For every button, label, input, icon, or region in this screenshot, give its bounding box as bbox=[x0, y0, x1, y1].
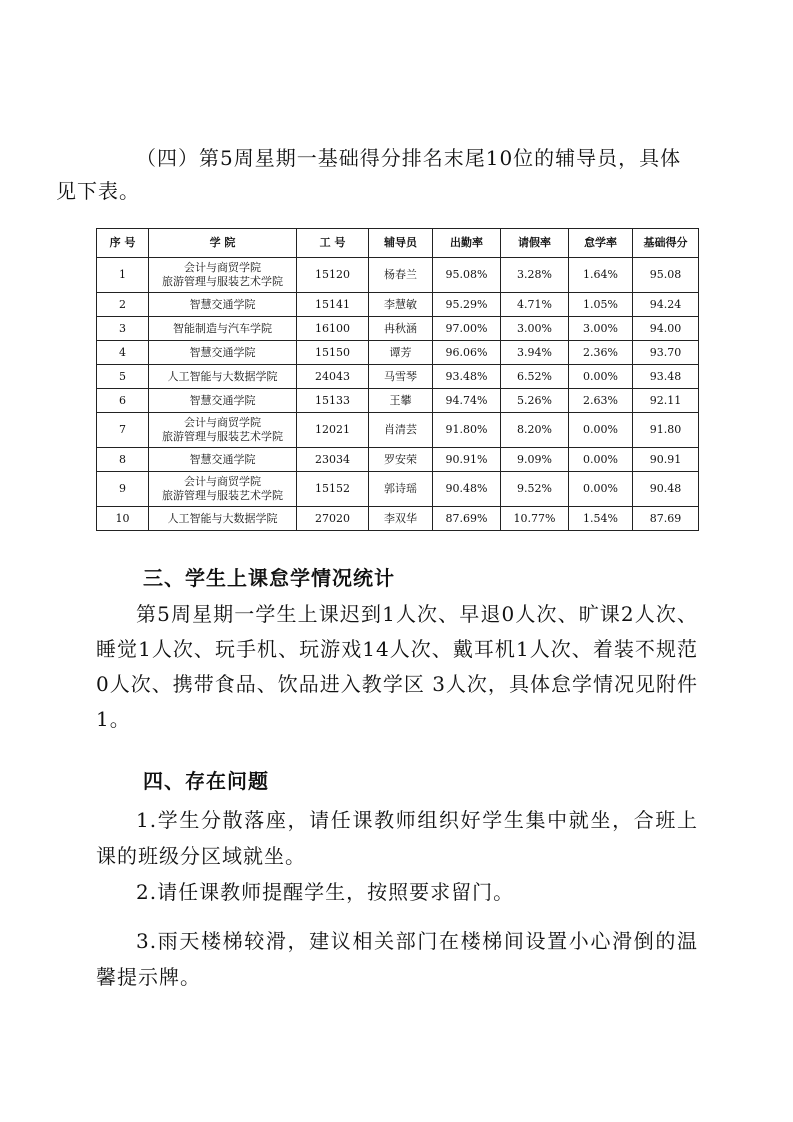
cell-leave: 5.26% bbox=[501, 389, 569, 413]
cell-score: 94.00 bbox=[633, 317, 699, 341]
cell-leave: 4.71% bbox=[501, 293, 569, 317]
table-row bbox=[97, 507, 699, 531]
cell-leave: 9.52% bbox=[501, 472, 569, 507]
cell-id: 23034 bbox=[297, 448, 369, 472]
cell-score: 87.69 bbox=[633, 507, 699, 531]
cell-no: 5 bbox=[97, 365, 149, 389]
college-line: 智慧交通学院 bbox=[189, 393, 256, 407]
counselor-ranking-table bbox=[96, 228, 699, 531]
problem-item-2: 2.请任课教师提醒学生，按照要求留门。 bbox=[136, 880, 515, 904]
cell-attendance: 94.74% bbox=[433, 389, 501, 413]
table-header-row bbox=[97, 229, 699, 258]
header-attendance: 出勤率 bbox=[433, 229, 501, 258]
cell-college bbox=[149, 413, 297, 448]
header-absent: 怠学率 bbox=[569, 229, 633, 258]
cell-absent: 1.64% bbox=[569, 258, 633, 293]
cell-id: 15120 bbox=[297, 258, 369, 293]
cell-score: 91.80 bbox=[633, 413, 699, 448]
cell-no: 1 bbox=[97, 258, 149, 293]
header-no: 序 号 bbox=[97, 229, 149, 258]
cell-absent: 0.00% bbox=[569, 472, 633, 507]
cell-absent: 0.00% bbox=[569, 448, 633, 472]
table-row bbox=[97, 413, 699, 448]
cell-leave: 3.28% bbox=[501, 258, 569, 293]
cell-absent: 0.00% bbox=[569, 413, 633, 448]
cell-no: 2 bbox=[97, 293, 149, 317]
problem-item-1: 1.学生分散落座，请任课教师组织好学生集中就坐，合班上课的班级分区域就坐。 bbox=[96, 808, 698, 868]
cell-attendance: 90.91% bbox=[433, 448, 501, 472]
cell-absent: 3.00% bbox=[569, 317, 633, 341]
cell-college bbox=[149, 448, 297, 472]
cell-attendance: 95.29% bbox=[433, 293, 501, 317]
cell-score: 94.24 bbox=[633, 293, 699, 317]
cell-name: 李慧敏 bbox=[369, 293, 433, 317]
intro-line-2: 见下表。 bbox=[56, 179, 140, 203]
cell-attendance: 95.08% bbox=[433, 258, 501, 293]
cell-leave: 9.09% bbox=[501, 448, 569, 472]
table-row bbox=[97, 317, 699, 341]
cell-score: 90.48 bbox=[633, 472, 699, 507]
cell-no: 9 bbox=[97, 472, 149, 507]
cell-college bbox=[149, 389, 297, 413]
cell-id: 15133 bbox=[297, 389, 369, 413]
cell-attendance: 96.06% bbox=[433, 341, 501, 365]
cell-score: 93.48 bbox=[633, 365, 699, 389]
table-row bbox=[97, 448, 699, 472]
college-line: 智能制造与汽车学院 bbox=[173, 321, 272, 335]
college-line: 会计与商贸学院 bbox=[184, 261, 261, 274]
cell-absent: 1.54% bbox=[569, 507, 633, 531]
college-line: 旅游管理与服装艺术学院 bbox=[162, 275, 283, 288]
table-row bbox=[97, 389, 699, 413]
cell-id: 15150 bbox=[297, 341, 369, 365]
cell-leave: 3.94% bbox=[501, 341, 569, 365]
cell-id: 16100 bbox=[297, 317, 369, 341]
college-line: 会计与商贸学院 bbox=[184, 416, 261, 429]
section-intro-paragraph bbox=[56, 142, 698, 208]
section3-body: 第5周星期一学生上课迟到1人次、早退0人次、旷课2人次、睡觉1人次、玩手机、玩游戏14人次、戴耳机1人次、着装不规范0人次、携带食品、饮品进入教学区 3人次，具体怠学情况见附件1。 bbox=[96, 602, 698, 731]
cell-leave: 10.77% bbox=[501, 507, 569, 531]
cell-leave: 3.00% bbox=[501, 317, 569, 341]
cell-college bbox=[149, 258, 297, 293]
cell-name: 马雪琴 bbox=[369, 365, 433, 389]
cell-score: 92.11 bbox=[633, 389, 699, 413]
cell-name: 冉秋涵 bbox=[369, 317, 433, 341]
cell-score: 90.91 bbox=[633, 448, 699, 472]
cell-name: 杨春兰 bbox=[369, 258, 433, 293]
problem-item-3: 3.雨天楼梯较滑，建议相关部门在楼梯间设置小心滑倒的温馨提示牌。 bbox=[96, 929, 698, 989]
cell-no: 4 bbox=[97, 341, 149, 365]
cell-id: 15152 bbox=[297, 472, 369, 507]
cell-score: 93.70 bbox=[633, 341, 699, 365]
table-body bbox=[97, 258, 699, 531]
header-counselor: 辅导员 bbox=[369, 229, 433, 258]
table-row bbox=[97, 365, 699, 389]
cell-no: 3 bbox=[97, 317, 149, 341]
cell-absent: 0.00% bbox=[569, 365, 633, 389]
college-line: 会计与商贸学院 bbox=[184, 475, 261, 488]
college-line: 智慧交通学院 bbox=[189, 452, 256, 466]
header-id: 工 号 bbox=[297, 229, 369, 258]
section4-title: 四、存在问题 bbox=[143, 769, 269, 793]
cell-id: 24043 bbox=[297, 365, 369, 389]
cell-leave: 8.20% bbox=[501, 413, 569, 448]
header-leave: 请假率 bbox=[501, 229, 569, 258]
college-line: 人工智能与大数据学院 bbox=[167, 511, 278, 525]
table-row bbox=[97, 258, 699, 293]
college-line: 智慧交通学院 bbox=[189, 345, 256, 359]
cell-attendance: 91.80% bbox=[433, 413, 501, 448]
cell-score: 95.08 bbox=[633, 258, 699, 293]
cell-college bbox=[149, 472, 297, 507]
table-row bbox=[97, 341, 699, 365]
table-row bbox=[97, 472, 699, 507]
college-line: 旅游管理与服装艺术学院 bbox=[162, 430, 283, 443]
cell-absent: 2.63% bbox=[569, 389, 633, 413]
cell-no: 8 bbox=[97, 448, 149, 472]
cell-attendance: 97.00% bbox=[433, 317, 501, 341]
college-line: 智慧交通学院 bbox=[189, 297, 256, 311]
cell-name: 谭芳 bbox=[369, 341, 433, 365]
cell-name: 郭诗瑶 bbox=[369, 472, 433, 507]
header-college: 学 院 bbox=[149, 229, 297, 258]
section3-title: 三、学生上课怠学情况统计 bbox=[143, 566, 395, 590]
header-score: 基础得分 bbox=[633, 229, 699, 258]
cell-id: 15141 bbox=[297, 293, 369, 317]
cell-attendance: 90.48% bbox=[433, 472, 501, 507]
cell-absent: 2.36% bbox=[569, 341, 633, 365]
cell-name: 王攀 bbox=[369, 389, 433, 413]
cell-college bbox=[149, 365, 297, 389]
cell-id: 27020 bbox=[297, 507, 369, 531]
cell-college bbox=[149, 293, 297, 317]
cell-name: 李双华 bbox=[369, 507, 433, 531]
cell-attendance: 93.48% bbox=[433, 365, 501, 389]
cell-no: 7 bbox=[97, 413, 149, 448]
table-row bbox=[97, 293, 699, 317]
college-line: 人工智能与大数据学院 bbox=[167, 369, 278, 383]
cell-id: 12021 bbox=[297, 413, 369, 448]
cell-absent: 1.05% bbox=[569, 293, 633, 317]
college-line: 旅游管理与服装艺术学院 bbox=[162, 489, 283, 502]
cell-leave: 6.52% bbox=[501, 365, 569, 389]
cell-no: 10 bbox=[97, 507, 149, 531]
cell-college bbox=[149, 507, 297, 531]
intro-line-1: （四）第5周星期一基础得分排名末尾10位的辅导员，具体 bbox=[136, 146, 682, 170]
cell-no: 6 bbox=[97, 389, 149, 413]
cell-name: 肖清芸 bbox=[369, 413, 433, 448]
cell-attendance: 87.69% bbox=[433, 507, 501, 531]
cell-college bbox=[149, 317, 297, 341]
cell-name: 罗安荣 bbox=[369, 448, 433, 472]
cell-college bbox=[149, 341, 297, 365]
